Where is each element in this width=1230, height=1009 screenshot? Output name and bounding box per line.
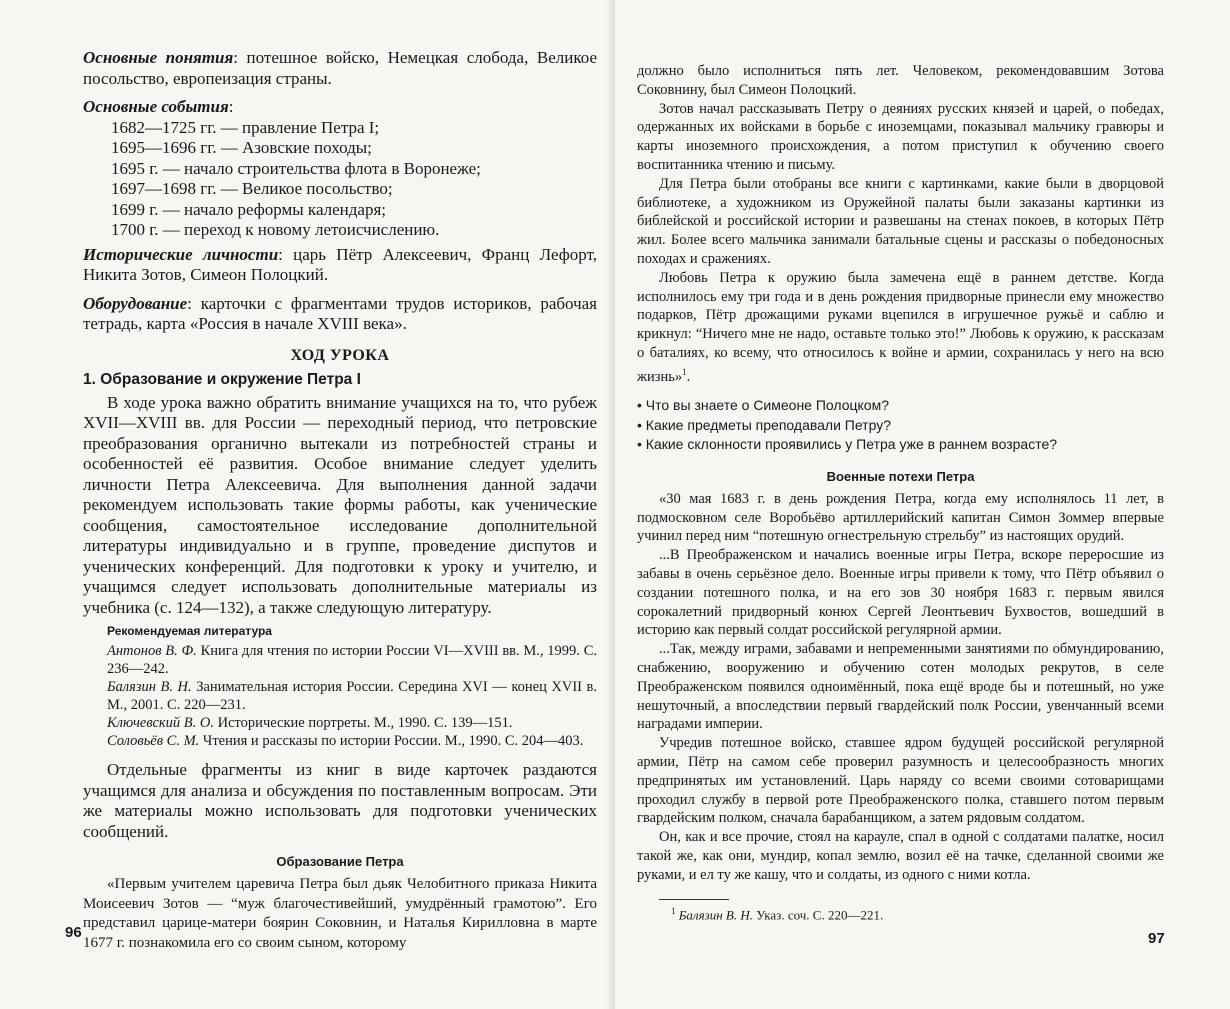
concepts-line <box>83 48 597 89</box>
education-title: Образование Петра <box>276 854 404 869</box>
persons-label: Исторические личности <box>83 244 279 264</box>
persons-line <box>83 245 597 286</box>
right-para-1: должно было исполниться пять лет. Человеком, рекомендовавшим Зотова Соковнину, был Симеон Полоцкий. <box>637 63 1164 98</box>
events-label: Основные события <box>83 97 229 116</box>
events-list <box>111 118 597 241</box>
military-para-5: Он, как и все прочие, стоял на карауле, спал в одной с солдатами палатке, носил такой же, как они, мундир, копал землю, возил её на тачке, сделанной своими же руками, и ел ту же кашу, что и солдаты, из одного с ними котла. <box>637 829 1164 883</box>
equipment-text: : карточки с фрагментами трудов историков, рабочая тетрадь, карта «Россия в начале XVIII века». <box>83 293 597 333</box>
event-item: 1695—1696 гг. — Азовские походы; <box>111 138 372 157</box>
event-item: 1699 г. — начало реформы календаря; <box>111 199 386 219</box>
section1-paragraph: В ходе урока важно обратить внимание учащихся на то, что рубеж XVII—XVIII вв. для России — переходный период, что петровские преобразования органично вытекали из потребностей страны и особенностей её развития. Особое внимание следует уделить личности Петра Алексеевича. Для выполнения данной задачи рекомендуем использовать такие формы работы, как ученические сообщения, самостоятельное исследование дополнительной литературы индивидуально и в группе, проведение диспутов и ученических конференций. Для подготовки к уроку и учителю, и учащимся следует использовать дополнительные материалы из учебника (с. 124—132), а также следующую литературу. <box>83 392 597 617</box>
literature-author: Соловьёв С. М. <box>107 733 200 749</box>
literature-item: Соловьёв С. М. Чтения и рассказы по истории России. М., 1990. С. 204—403. <box>107 733 584 749</box>
literature-author: Ключевский В. О. <box>107 715 214 731</box>
military-para-2: ...В Преображенском и начались военные игры Петра, вскоре переросшие из забавы в очень серьёзное дело. Военные игры привели к тому, что Пётр объявил о создании потешного полка, и на его зов 30 ноября 1683 г. первым явился сорокалетний придворный конюх Сергей Леонтьевич Бухвостов, вошедший в историю как первый солдат российской регулярной армии. <box>637 547 1164 639</box>
military-title: Военные потехи Петра <box>826 468 975 484</box>
equipment-line <box>83 294 597 335</box>
section1-title: 1. Образование и окружение Петра I <box>83 370 361 388</box>
event-item: 1697—1698 гг. — Великое посольство; <box>111 179 393 198</box>
concepts-label: Основные понятия <box>83 48 234 67</box>
event-item: 1682—1725 гг. — правление Петра I; <box>111 117 380 137</box>
equipment-label: Оборудование <box>83 293 188 313</box>
literature-author: Балязин В. Н. <box>107 679 192 695</box>
event-item: 1700 г. — переход к новому летоисчислению. <box>111 220 440 239</box>
footnote: $^1$ Балязин В. Н. Указ. соч. С. 220—221. <box>671 905 884 922</box>
military-para-4: Учредив потешное войско, ставшее ядром будущей российской регулярной армии, Пётр на самом себе проверил разумность и целесообразность многих предпринятых им установлений. Царь наряду со всеми своими сотоварищами проходил службу в первой роте Преображенского полка, ставшего потом первым гвардейским полком, сначала барабанщиком, а затем рядовым солдатом. <box>637 735 1164 827</box>
question-item: • Какие склонности проявились у Петра уже в раннем возрасте? <box>637 435 1164 455</box>
literature-item: Антонов В. Ф. Книга для чтения по истории России VI—XVIII вв. М., 1999. С. 236—242. <box>107 643 597 677</box>
event-item: 1695 г. — начало строительства флота в Воронеже; <box>111 158 481 178</box>
question-item: • Какие предметы преподавали Петру? <box>637 416 1164 436</box>
cards-paragraph: Отдельные фрагменты из книг в виде карточек раздаются учащимся для анализа и обсуждения по поставленным вопросам. Эти же материалы можно использовать для подготовки ученических сообщений. <box>83 760 597 841</box>
questions-list <box>637 396 1164 455</box>
literature-title: Рекомендуемая литература <box>107 624 272 638</box>
right-para-4: Любовь Петра к оружию была замечена ещё в раннем детстве. Когда исполнилось ему три года и в день рождения придворные принесли ему множество подарков, Пётр дрожащими руками вцепился в игрушечное ружьё и саблю и крикнул: “Ничего мне не надо, оставьте только это!” Любовь к оружию, к рассказам о баталиях, ко всему, что относилось к войне и армии, сохранилась у него на всю жизнь»$^1$. <box>637 269 1164 385</box>
page-number-right: 97 <box>1148 930 1165 947</box>
question-item: • Что вы знаете о Симеоне Полоцком? <box>637 396 1164 416</box>
persons-text: : царь Пётр Алексеевич, Франц Лефорт, Никита Зотов, Симеон Полоцкий. <box>83 244 597 284</box>
footnote-ref: 1 <box>682 366 687 377</box>
footnote-author: Балязин В. Н. <box>678 906 753 922</box>
literature-item: Ключевский В. О. Исторические портреты. М., 1990. С. 139—151. <box>107 715 513 731</box>
literature-item: Балязин В. Н. Занимательная история России. Середина XVI — конец XVII в. М., 2001. С. 220—231. <box>107 679 598 713</box>
concepts-text: : потешное войско, Немецкая слобода, Великое посольство, европеизация страны. <box>83 48 597 88</box>
right-para-2: Зотов начал рассказывать Петру о деяниях русских князей и царей, о победах, одержанных их войсками в борьбе с иноземцами, показывал мальчику гравюры и карты иноземного происхождения, а потом приступил к обучению своего воспитанника чтению и письму. <box>637 100 1164 173</box>
education-paragraph: «Первым учителем царевича Петра был дьяк Челобитного приказа Никита Моисеевич Зотов — “муж благочестивейший, умудрённый грамотою”. Его представил царице-матери боярин Соковнин, и Наталья Кирилловна в марте 1677 г. познакомила его со своим сыном, которому <box>83 876 597 951</box>
literature-author: Антонов В. Ф. <box>107 643 197 659</box>
military-para-1: «30 мая 1683 г. в день рождения Петра, когда ему исполнялось 11 лет, в подмосковном селе Воробьёво артиллерийский капитан Симон Зоммер впервые учинил перед ним “потешную огнестрельную стрельбу” из настоящих орудий. <box>637 490 1164 545</box>
right-page <box>615 0 1230 1009</box>
lesson-title: ХОД УРОКА <box>290 346 390 364</box>
footnote-divider <box>659 899 729 900</box>
events-label-line: Основные события: <box>83 97 234 116</box>
page-number-left: 96 <box>65 924 82 941</box>
right-para-3: Для Петра были отобраны все книги с картинками, какие были в дворцовой библиотеке, а художником из Оружейной палаты были заказаны картинки из библейской и российской истории и развешаны на стенах покоев, в которых Пётр жил. Более всего мальчика занимали батальные сцены и рассказы о победоносных походах и сражениях. <box>637 175 1164 267</box>
military-para-3: ...Так, между играми, забавами и непременными занятиями по обмундированию, снабжению, вооружению и обучению сотен молодых рекрутов, в селе Преображенском появился одноимённый, пока ещё вроде бы и потешный, но уже нешуточный, а впоследствии первый гвардейский полк России, увенчанный всеми наградами империи. <box>637 641 1164 733</box>
